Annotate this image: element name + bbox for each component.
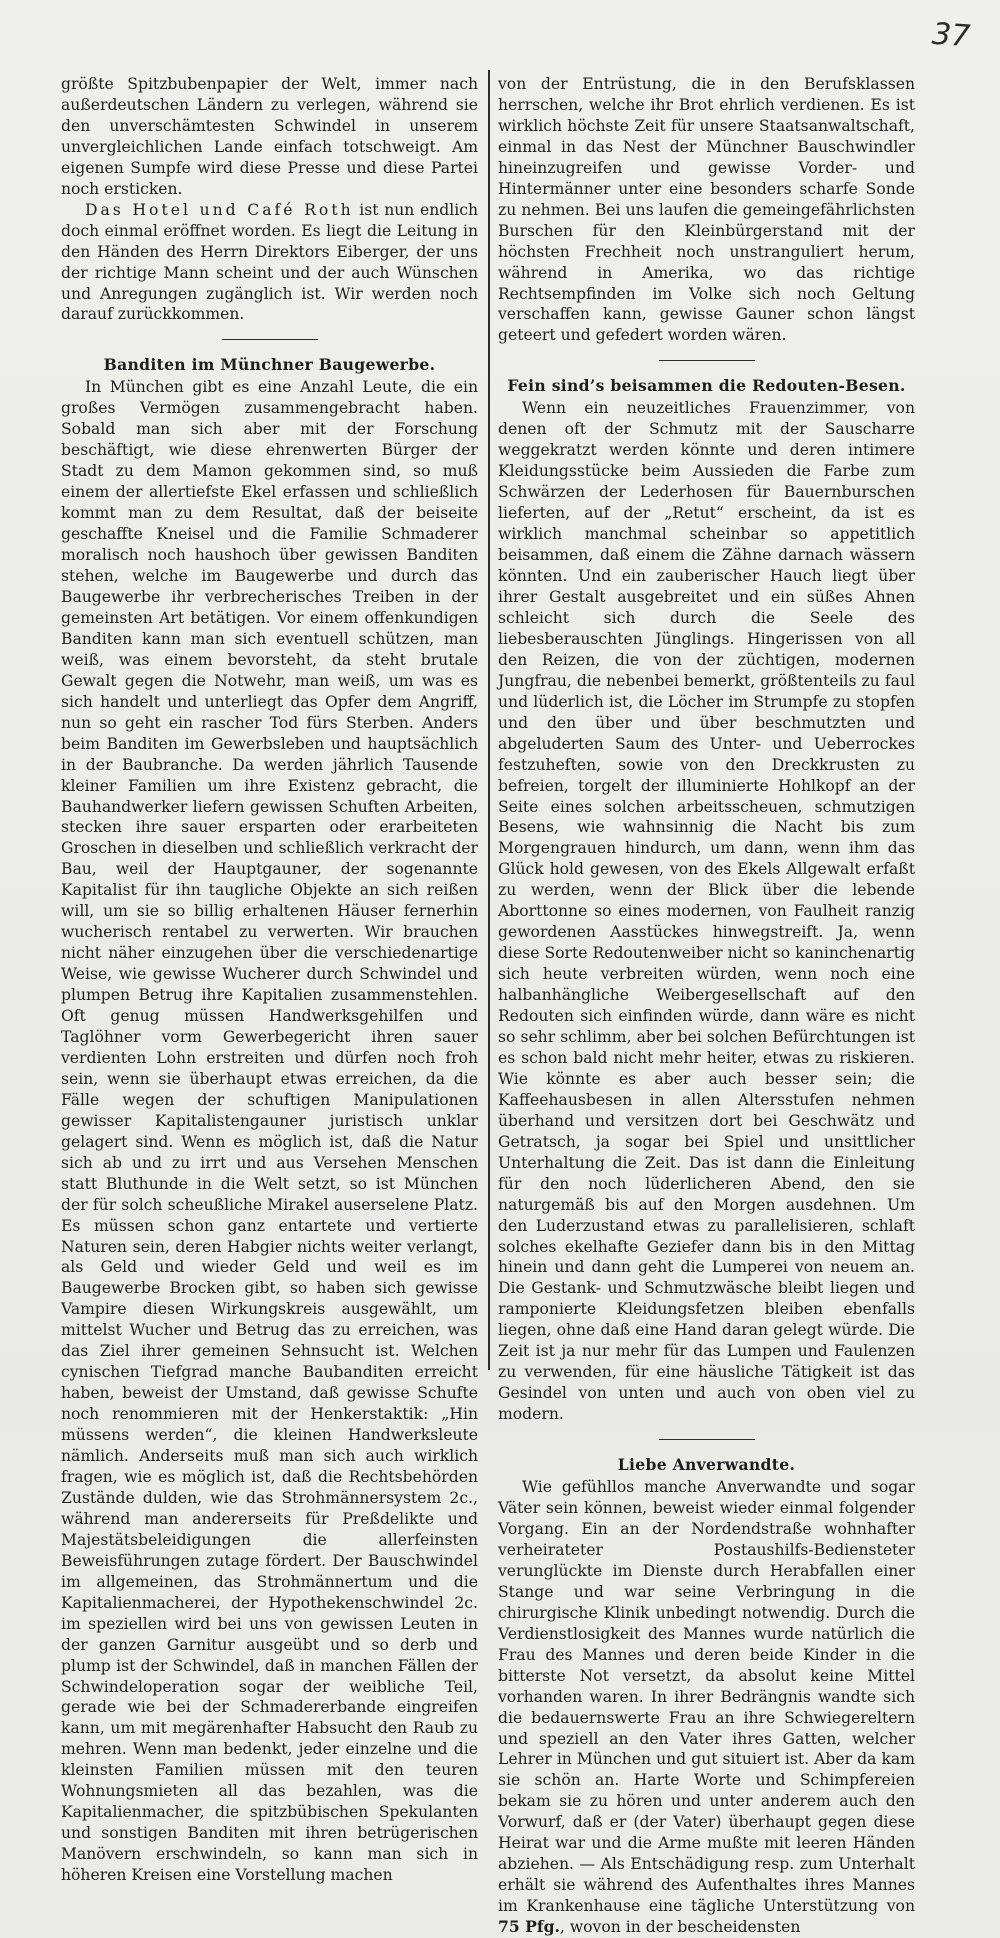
- hotel-name: Das Hotel und Café Roth: [85, 200, 354, 219]
- section-divider: [659, 1439, 755, 1440]
- article-body-redouten: Wenn ein neuzeitliches Frauenzimmer, von denen oft der Schmutz mit der Sauscharre weggekratzt werden könnte und deren intimere Kleidungsstücke beim Aussieden die Farbe zum Schwärzen der Lederhosen für Bauernburschen lieferten, auf der „Retut“ erscheint, da ist es wirklich manchmal scheinbar so appetitlich beisammen, daß einem die Zähne darnach wässern könnten. Und ein zauberischer Hauch liegt über ihrer Gestalt ausgebreitet und ein süßes Ahnen schleicht sich durch die Seele des liebesberauschten Jünglings. Hingerissen von all den Reizen, die von der züchtigen, modernen Jungfrau, die nebenbei bemerkt, größtenteils zu faul und lüderlich ist, die Löcher im Strumpfe zu stopfen und den über und über beschmutzten und abgeluderten Saum des Unter- und Ueberrockes festzuheften, sowie von den Dreckkrusten zu befreien, torgelt der illuminierte Hohlkopf an der Seite eines solchen arbeitsscheuen, schmutzigen Besens, wie wahnsinnig die Nacht bis zum Morgengrauen hindurch, um dann, wenn ihm das Glück hold gewesen, von des Ekels Allgewalt erfaßt zu werden, wenn der Blick über die lebende Aborttonne so eines modernen, von Faulheit ranzig gewordenen Aasstückes hinwegstreift. Ja, wenn diese Sorte Redoutenweiber nicht so kaninchenartig sich heute verbreiten würden, wenn noch eine halbanhängliche Weibergesellschaft auf den Redouten sich einfinden würde, dann wäre es nicht so sehr schlimm, aber bei solchen Befürchtungen ist es schon bald nicht mehr heiter, etwas zu riskieren. Wie könnte es aber auch besser sein; die Kaffeehausbesen in allen Altersstufen nehmen überhand und versitzen dort bei Geschwätz und Getratsch, ja sogar bei Spiel und unsittlicher Unterhaltung die Zeit. Das ist dann die Einleitung für den noch lüderlicheren Abend, den sie naturgemäß bis auf den Morgen ausdehnen. Um den Luderzustand etwas zu parallelisieren, schlaft solches ekelhafte Geziefer dann bis in den Mittag hinein und dann geht die Lumperei von neuem an. Die Gestank- und Schmutzwäsche bleibt liegen und ramponierte Kleidungsfetzen bleiben ebenfalls liegen, ohne daß eine Hand daran gelegt würde. Die Zeit ist ja nur mehr für das Lumpen und Faulenzen zu verwenden, für eine häusliche Tätigkeit ist das Gesindel von unten und auch von oben viel zu modern.: [498, 399, 915, 1424]
- article-body-anverwandte: [498, 1477, 915, 1938]
- article-body-anverwandte-text: Wie gefühllos manche Anverwandte und sogar Väter sein können, beweist wieder einmal folgender Vorgang. Ein an der Nordendstraße wohnhafter verheirateter Postaushilfs-Bediensteter verunglückte im Dienste durch Herabfallen einer Stange und war seine Verbringung in die chirurgische Klinik unbedingt notwendig. Durch die Verdienstlosigkeit des Mannes wurde natürlich die Frau des Mannes und deren beide Kinder in die bitterste Not versetzt, da absolut keine Mittel vorhanden waren. In ihrer Bedrängnis wandte sich die bedauernswerte Frau an ihre Schwiegereltern und speziell an den Vater ihres Gatten, welcher Lehrer in München und gut situiert ist. Aber da kam sie schön an. Harte Worte und Schimpfereien bekam sie zu hören und unter anderem auch den Vorwurf, daß er (der Vater) überhaupt gegen diese Heirat war und die Arme mußte mit leeren Händen abziehen. — Als Entschädigung resp. zum Unterhalt erhält sie während des Aufenthaltes ihres Mannes im Krankenhause eine tägliche Unterstützung von: [498, 1478, 915, 1916]
- continuation-paragraph: von der Entrüstung, die in den Berufsklassen herrschen, welche ihr Brot ehrlich verdienen. Es ist wirklich höchste Zeit für unsere Staatsanwaltschaft, einmal in das Nest der Münchner Bauschwindler hineinzugreifen und gewisse Vorder- und Hintermänner unter eine besonders scharfe Sonde zu nehmen. Bei uns laufen die gemeingefährlichsten Burschen für den Kleinbürgerstand mit der höchsten Frechheit noch unstranguliert herum, während in Amerika, wo das richtige Rechtsempfinden im Volke sich noch Geltung verschaffen kann, gewisse Gauner schon längst geteert und gefedert worden wären.: [498, 75, 915, 345]
- article-title-anverwandte: Liebe Anverwandte.: [617, 1455, 796, 1475]
- intro-paragraph-2-text: ist nun endlich doch einmal eröffnet worden. Es liegt die Leitung in den Händen des Herrn Direktors Eiberger, der uns der richtige Mann scheint und der auch Wünschen und Anregungen zugänglich ist. Wir werden noch darauf zurückkommen.: [61, 200, 478, 324]
- intro-paragraph-2: [61, 200, 478, 326]
- page-number: 37: [930, 16, 972, 55]
- article-body-banditen: In München gibt es eine Anzahl Leute, die ein großes Vermögen zusammengebracht haben. Sobald man sich aber mit der Forschung beschäftigt, wie diese ehrenwerten Bürger der Stadt zu dem Mamon gekommen sind, so muß einem der allertiefste Ekel erfassen und schließlich kommt man zu dem Resultat, daß der beiseite geschaffte Kneisel und die Familie Schmaderer moralisch noch haushoch über gewissen Banditen stehen, welche im Baugewerbe und durch das Baugewerbe ihr verbrecherisches Treiben in der gemeinsten Art betätigen. Vor einem offenkundigen Banditen kann man sich eventuell schützen, man weiß, was einem bevorsteht, da steht brutale Gewalt gegen die Notwehr, man weiß, um was es sich handelt und unterliegt das Opfer dem Angriff, nun so geht ein rascher Tod fürs Sterben. Anders beim Banditen im Gewerbsleben und hauptsächlich in der Baubranche. Da werden jährlich Tausende kleiner Familien um ihre Existenz gebracht, die Bauhandwerker liefern gewissen Schuften Arbeiten, stecken ihre sauer ersparten oder erarbeiteten Groschen in dieselben und schließlich verkracht der Bau, weil der Hauptgauner, der sogenannte Kapitalist für ihn taugliche Objekte an sich reißen will, um sie so billig erhaltenen Häuser fernerhin wucherisch rentabel zu verwerten. Wir brauchen nicht näher einzugehen über die verschiedenartige Weise, wie gewisse Wucherer durch Schwindel und plumpen Betrug ihre Kapitalien zusammenstehlen. Oft genug müssen Handwerksgehilfen und Taglöhner vorm Gewerbegericht ihren sauer verdienten Lohn erstreiten und dürfen noch froh sein, wenn sie überhaupt etwas erreichen, da die Fälle wegen der schuftigen Manipulationen gewisser Kapitalistengauner juristisch unklar gelagert sind. Wenn es möglich ist, daß die Natur sich ab und zu irrt und aus Versehen Menschen statt Bluthunde in die Welt setzt, so ist München der für solch scheußliche Mirakel auserselene Platz. Es müssen schon ganz entartete und vertierte Naturen sein, deren Habgier nichts weiter verlangt, als Geld und wieder Geld und weil es im Baugewerbe Brocken gibt, so haben sich gewisse Vampire diesen Wirkungskreis ausgewählt, um mittelst Wucher und Betrug das zu erreichen, was das Ziel ihrer gemeinen Sehnsucht ist. Welchen cynischen Tiefgrad manche Baubanditen erreicht haben, beweist der Umstand, daß gewisse Schufte noch renommieren mit der Henkerstaktik: „Hin müssens werden“, die kleinen Handwerksleute nämlich. Anderseits muß man sich auch wirklich fragen, wie es möglich ist, daß die Rechtsbehörden Zustände dulden, wie das Strohmännersystem 2c., während man andererseits für Preßdelikte und Majestätsbeleidigungen die allerfeinsten Beweisführungen zutage fördert. Der Bauschwindel im allgemeinen, das Strohmännertum und die Kapitalienmacherei, der Hypothekenschwindel 2c. im speziellen wird bei uns von gewissen Leuten in der ganzen Garnitur ausgeübt und so derb und plump ist der Schwindel, daß in manchen Fällen der Schwindeloperation sogar der weibliche Teil, gerade wie bei der Schmadererbande eingreifen kann, um mit megärenhafter Habsucht den Raub zu mehren. Wenn man bedenkt, jeder einzelne und die kleinsten Familien müssen mit den teuren Wohnungsmieten all das bezahlen, was die Kapitalienmacher, die spitzbübischen Spekulanten und sonstigen Banditen mit ihren betrügerischen Manövern erschwindeln, so kann man sich in höheren Kreisen eine Vorstellung machen: [61, 378, 478, 1885]
- intro-paragraph-1: größte Spitzbubenpapier der Welt, immer nach außerdeutschen Ländern zu verlegen, während sie den unverschämtesten Schwindel in unserem unvergleichlichen Lande einfach totschweigt. Am eigenen Sumpfe wird diese Presse und diese Partei noch ersticken.: [61, 75, 478, 198]
- article-title-banditen: Banditen im Münchner Baugewerbe.: [103, 355, 436, 375]
- support-amount: 75 Pfg.: [498, 1917, 560, 1937]
- left-column: [61, 74, 478, 1885]
- article-body-anverwandte-tail: , wovon in der bescheidensten: [559, 1918, 801, 1937]
- right-column: [498, 74, 915, 1937]
- section-divider: [659, 360, 755, 361]
- article-title-redouten: Fein sind’s beisammen die Redouten-Besen.: [507, 376, 906, 396]
- column-divider-rule: [488, 70, 490, 1370]
- section-divider: [222, 339, 318, 340]
